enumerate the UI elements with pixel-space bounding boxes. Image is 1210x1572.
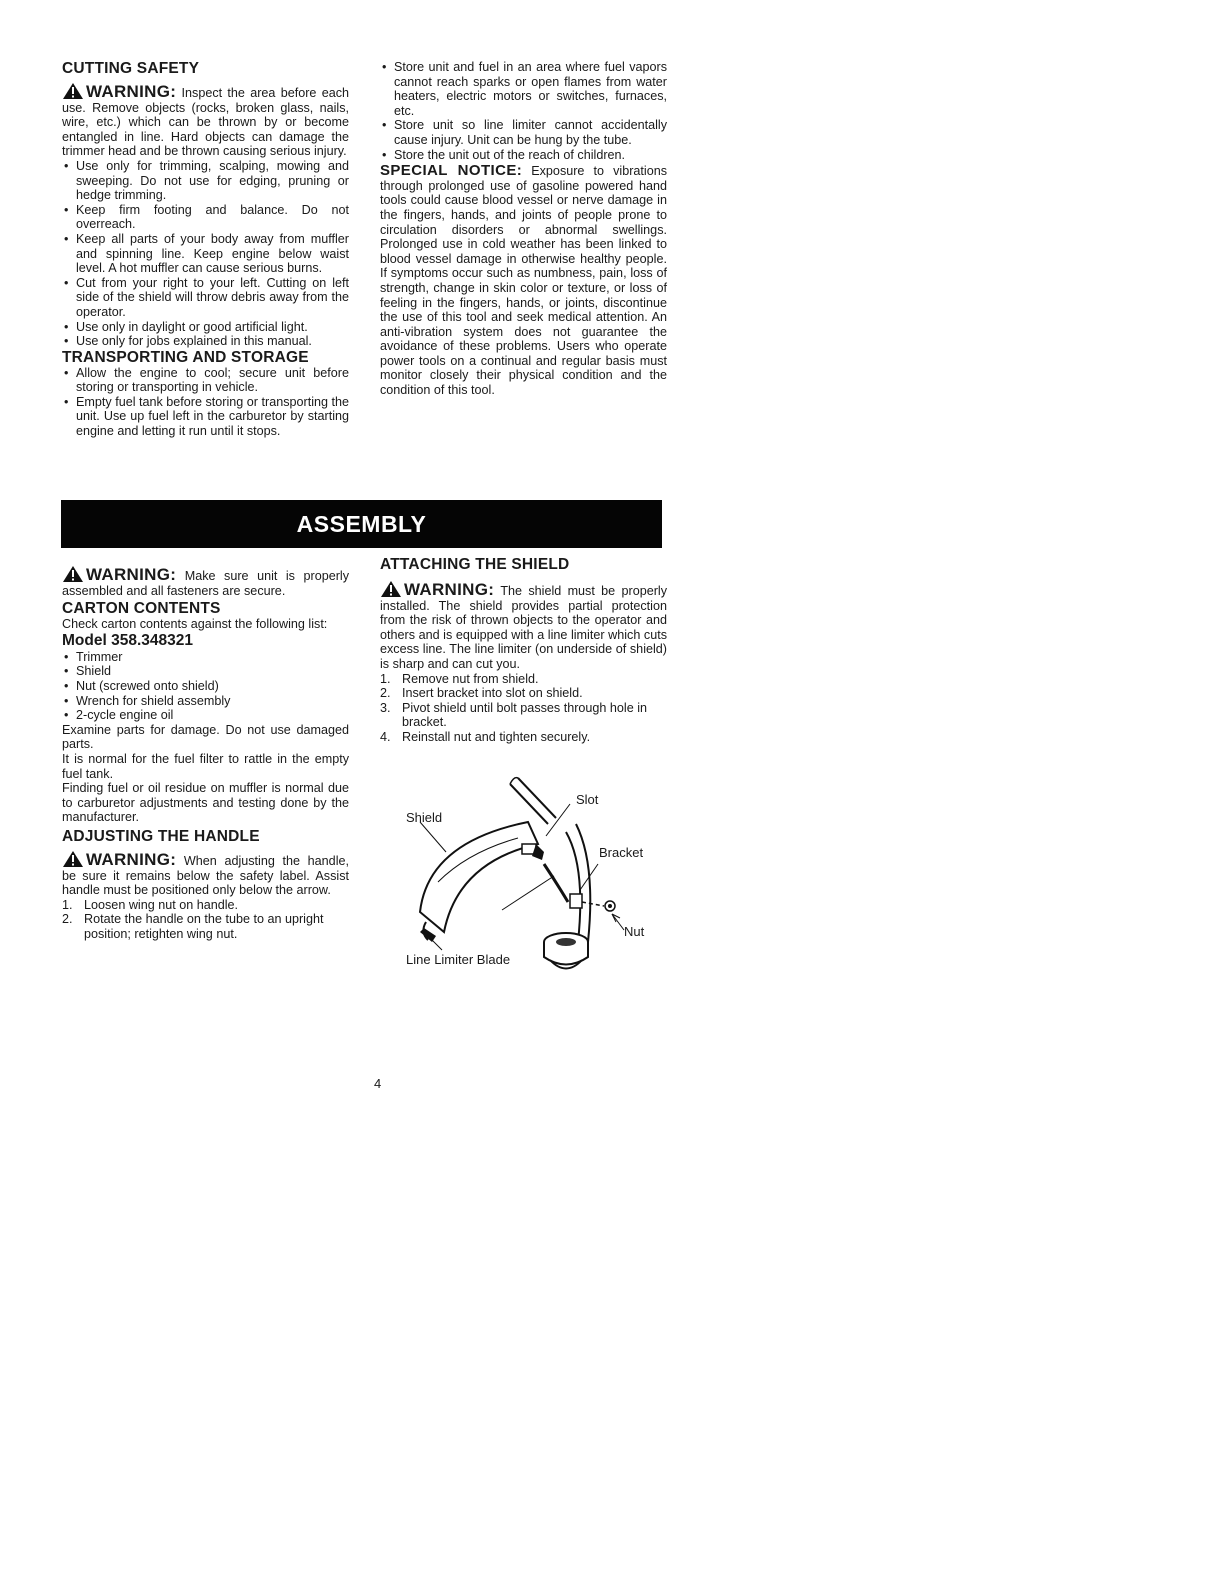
page-number: 4 <box>374 1076 382 1091</box>
shield-label: Shield <box>406 810 443 825</box>
list-item: • Allow the engine to cool; secure unit before storing or transporting in vehicle. <box>62 366 349 395</box>
list-item: 3. Pivot shield until bolt passes through hole in bracket. <box>380 700 648 730</box>
list-item: • Nut (screwed onto shield) <box>62 679 349 694</box>
storage-bullet-list <box>380 60 667 162</box>
assembly-banner: ASSEMBLY <box>61 500 662 548</box>
list-item: • Empty fuel tank before storing or transporting the unit. Use up fuel left in the carburetor by starting engine and letting it run until it stops. <box>62 395 349 439</box>
list-item: 1. Remove nut from shield. <box>380 671 539 686</box>
handle-warning: WARNING: When adjusting the handle, be sure it remains below the safety label. Assist handle must be positioned only below the arrow. <box>62 849 349 898</box>
line-limiter-label: Line Limiter Blade <box>406 952 511 967</box>
warning-triangle-icon <box>62 566 84 582</box>
warning-triangle-icon <box>380 581 402 597</box>
list-item: • Use only in daylight or good artificial light. <box>62 320 349 335</box>
left-column-top <box>62 60 349 439</box>
special-notice: SPECIAL NOTICE: Exposure to vibrations through prolonged use of gasoline powered hand tools could cause blood vessel or nerve damage in the fingers, hands, and joints of people prone to circulation disorders or abnormal swellings. Prolonged use in cold weather has been linked to blood vessel damage in otherwise healthy people. If symptoms occur such as numbness, pain, loss of strength, change in skin color or texture, or loss of feeling in the fingers, hands, or joints, discontinue the use of this tool and seek medical attention. An anti-vibration system does not guarantee the avoidance of these problems. Users who operate power tools on a continual and regular basis must monitor closely their physical condition and the condition of this tool. <box>380 162 667 398</box>
list-item: • Store unit so line limiter cannot accidentally cause injury. Unit can be hung by the tube. <box>380 118 667 147</box>
list-item: • Trimmer <box>62 650 349 665</box>
cutting-bullet-list <box>62 159 349 349</box>
carton-item-list <box>62 650 349 723</box>
bracket-label: Bracket <box>599 845 644 860</box>
examine-text: Examine parts for damage. Do not use damaged parts. <box>62 722 349 752</box>
list-item: • Keep all parts of your body away from muffler and spinning line. Keep engine below waist level. A hot muffler can cause serious burns. <box>62 232 349 276</box>
transport-heading: TRANSPORTING AND STORAGE <box>62 348 309 366</box>
assembly-warning: WARNING: Make sure unit is properly assembled and all fasteners are secure. <box>62 565 349 598</box>
list-item: • Wrench for shield assembly <box>62 694 349 709</box>
warning-triangle-icon <box>62 851 84 867</box>
filter-text: It is normal for the fuel filter to rattle in the empty fuel tank. <box>62 751 349 781</box>
handle-step-list <box>62 898 349 942</box>
list-item: • Keep firm footing and balance. Do not overreach. <box>62 203 349 232</box>
list-item: 1. Loosen wing nut on handle. <box>62 897 239 912</box>
warning-triangle-icon <box>62 83 84 99</box>
cutting-safety-heading: CUTTING SAFETY <box>62 60 200 77</box>
list-item: • Cut from your right to your left. Cutting on left side of the shield will throw debris away from the operator. <box>62 276 349 320</box>
list-item: • Store the unit out of the reach of children. <box>380 148 667 163</box>
list-item: • Store unit and fuel in an area where fuel vapors cannot reach sparks or open flames from water heaters, electric motors or switches, furnaces, etc. <box>380 60 667 118</box>
carton-contents-heading: CARTON CONTENTS <box>62 600 221 618</box>
shield-warning: WARNING: The shield must be properly installed. The shield provides partial protection from the risk of thrown objects to the operator and others and is equipped with a line limiter which cuts excess line. The line limiter (on underside of shield) is sharp and can cut you. <box>380 580 667 671</box>
left-column-bottom <box>62 566 349 941</box>
shield-illustration <box>398 772 668 990</box>
list-item: • Use only for jobs explained in this manual. <box>62 334 349 349</box>
list-item: 2. Rotate the handle on the tube to an upright position; retighten wing nut. <box>62 912 324 941</box>
residue-text: Finding fuel or oil residue on muffler is normal due to carburetor adjustments and testing done by the manufacturer. <box>62 781 349 825</box>
cutting-warning: WARNING: Inspect the area before each use. Remove objects (rocks, broken glass, nails, wire, etc.) which can be thrown by or become entangled in line. Hard objects can damage the trimmer head and be thrown causing serious injury. <box>62 82 349 159</box>
adjusting-handle-heading: ADJUSTING THE HANDLE <box>62 827 260 845</box>
list-item: 2. Insert bracket into slot on shield. <box>380 686 583 701</box>
nut-label: Nut <box>624 924 645 939</box>
list-item: • Shield <box>62 664 349 679</box>
right-column-bottom <box>380 556 667 745</box>
right-column-top <box>380 60 667 398</box>
transport-bullet-list <box>62 366 349 439</box>
list-item: • Use only for trimming, scalping, mowing and sweeping. Do not use for edging, pruning or hedge trimming. <box>62 159 349 203</box>
model-number: Model 358.348321 <box>62 631 193 649</box>
list-item: 4. Reinstall nut and tighten securely. <box>380 729 591 744</box>
slot-label: Slot <box>576 792 599 807</box>
shield-assembly-diagram <box>398 772 668 990</box>
shield-step-list <box>380 672 667 745</box>
attaching-shield-heading: ATTACHING THE SHIELD <box>380 556 570 573</box>
carton-text: Check carton contents against the following list: <box>62 617 328 632</box>
list-item: • 2-cycle engine oil <box>62 708 349 723</box>
